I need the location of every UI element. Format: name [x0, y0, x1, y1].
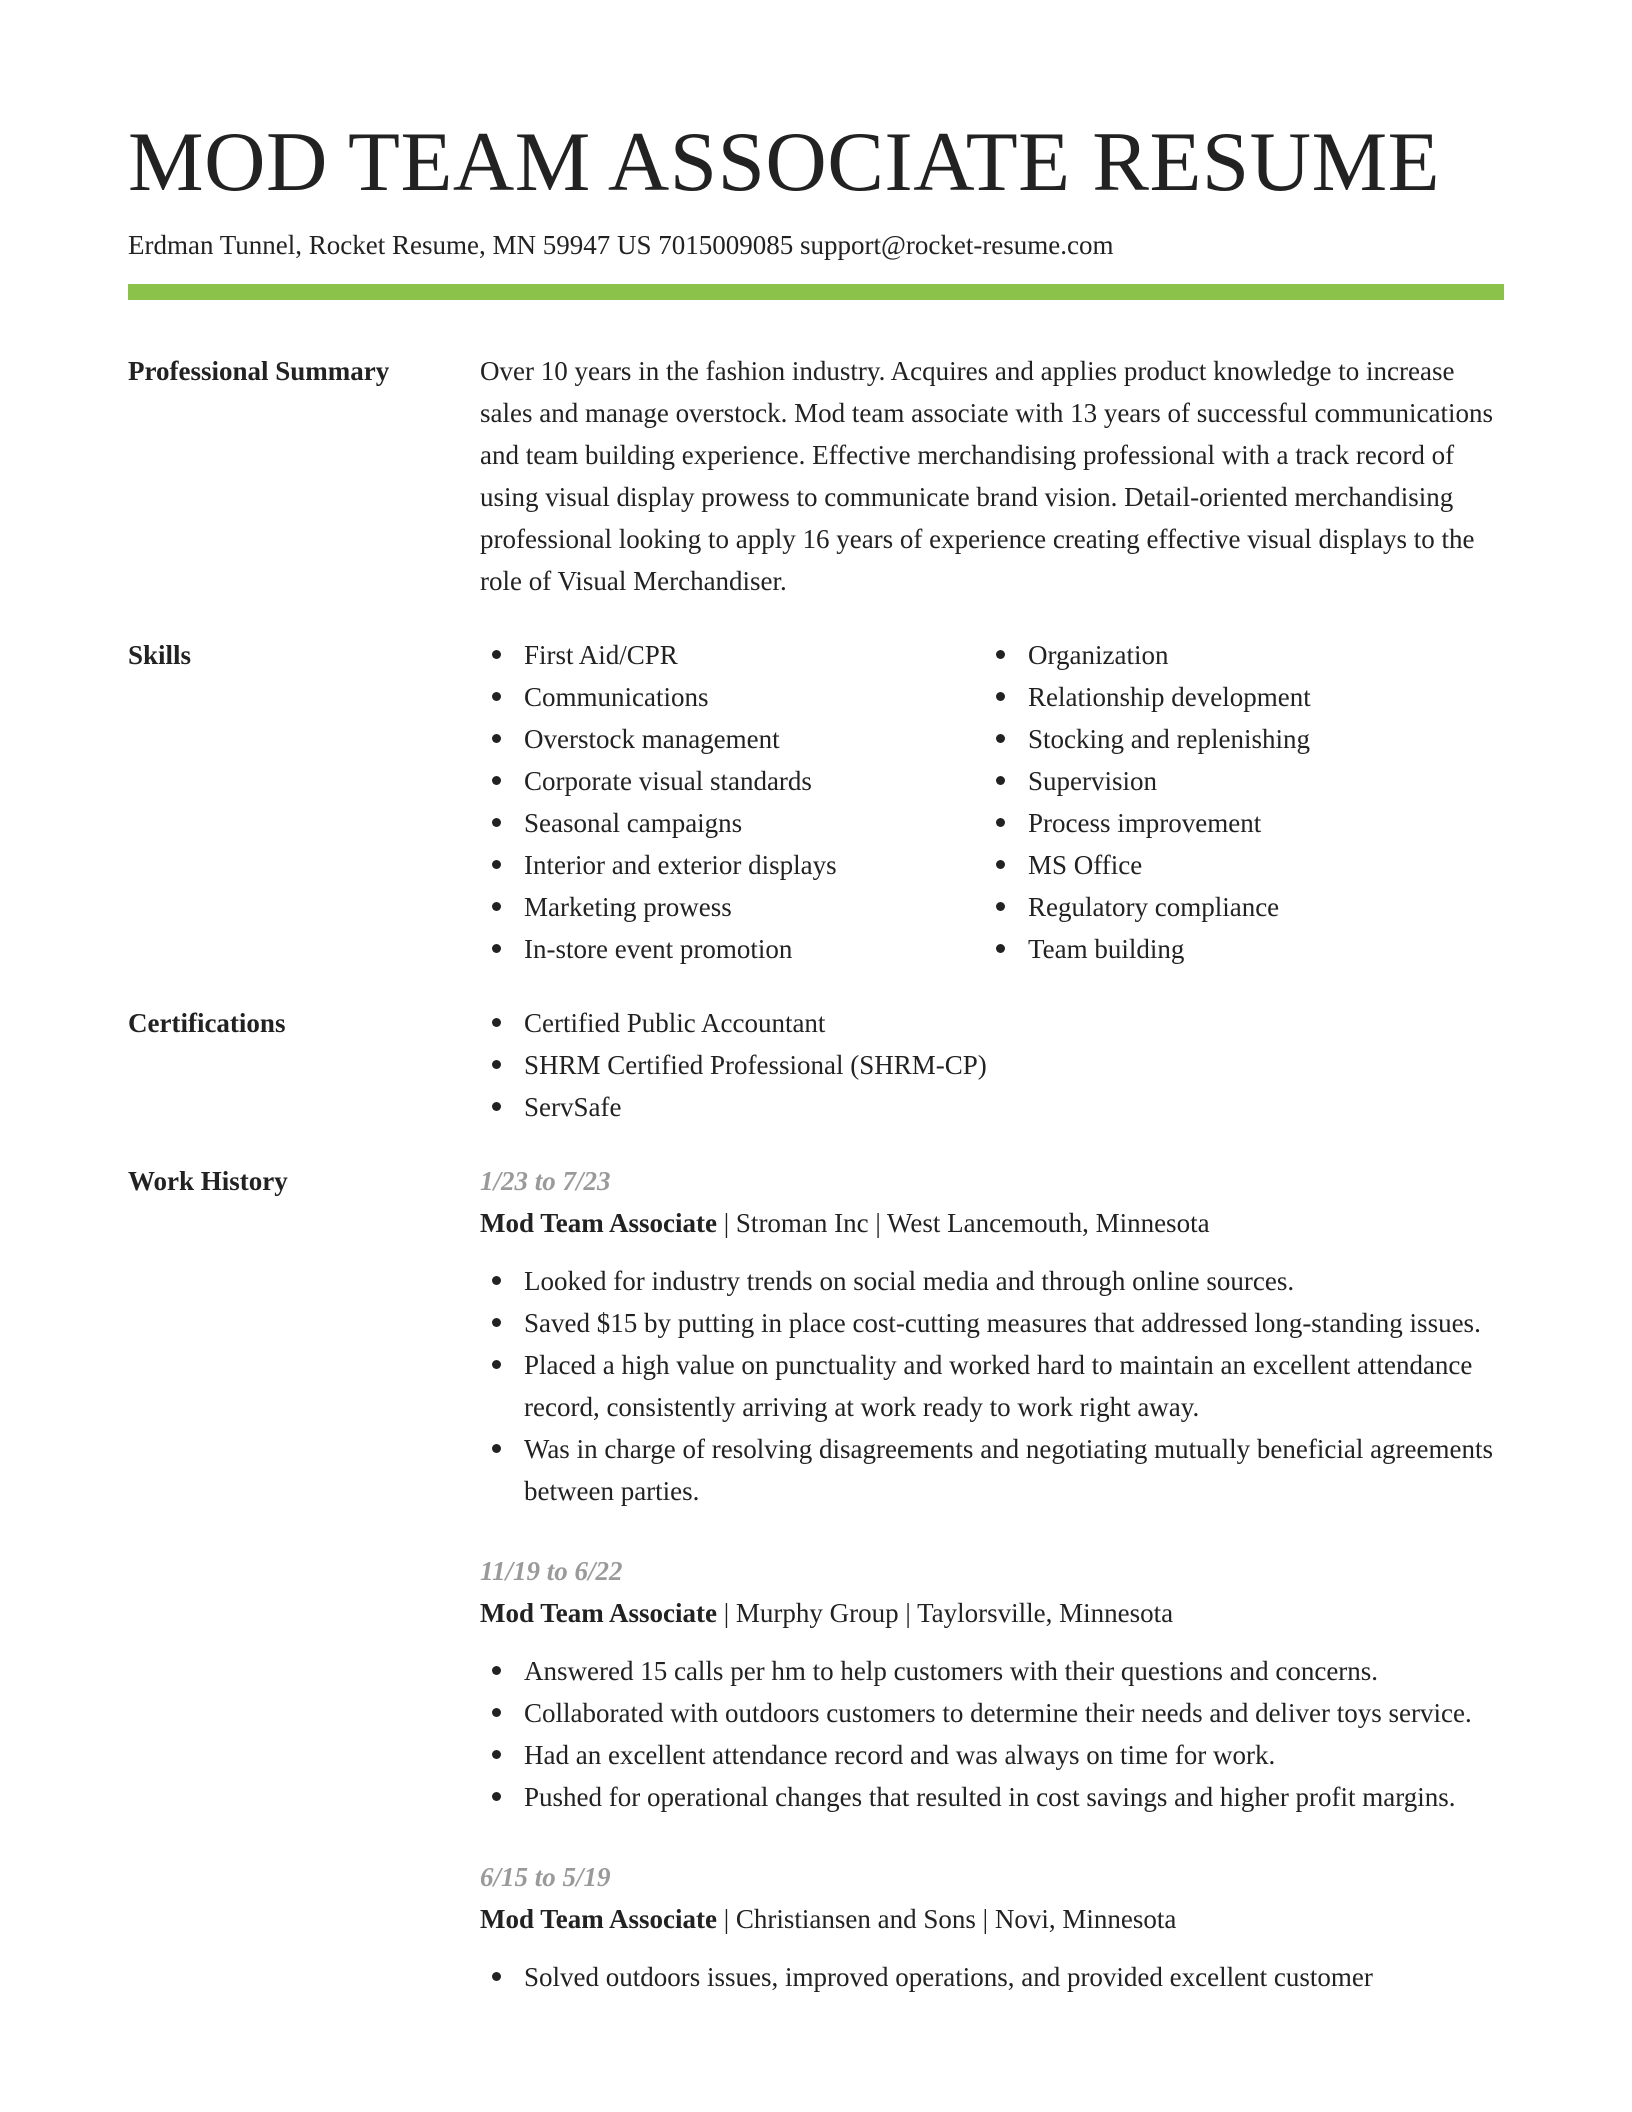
resume-page — [128, 0, 1504, 2036]
bullet-icon — [492, 860, 501, 869]
bullet-icon — [996, 692, 1005, 701]
list-item — [480, 1086, 1504, 1128]
section-label: Skills — [128, 639, 192, 670]
list-item-text: Marketing prowess — [524, 891, 732, 922]
job-duties-list — [480, 1260, 1504, 1512]
list-item — [480, 1650, 1504, 1692]
list-item-text: SHRM Certified Professional (SHRM-CP) — [524, 1049, 987, 1080]
job-entry — [480, 1550, 1504, 1818]
bullet-icon — [492, 1102, 501, 1111]
list-item — [984, 676, 1488, 718]
list-item — [480, 1260, 1504, 1302]
list-item-text: Relationship development — [1028, 681, 1311, 712]
list-item-text: Was in charge of resolving disagreements and negotiating mutually beneficial agreements between parties. — [524, 1433, 1494, 1506]
list-item — [480, 1344, 1504, 1428]
list-item-text: Process improvement — [1028, 807, 1262, 838]
skills-list-right — [984, 634, 1488, 970]
certifications-list — [480, 1002, 1504, 1128]
list-item-text: Looked for industry trends on social media and through online sources. — [524, 1265, 1295, 1296]
list-item-text: MS Office — [1028, 849, 1143, 880]
job-employer-location: | Murphy Group | Taylorsville, Minnesota — [717, 1597, 1174, 1628]
bullet-icon — [492, 1708, 501, 1717]
bullet-icon — [492, 1444, 501, 1453]
accent-divider — [128, 284, 1504, 300]
list-item-text: Team building — [1028, 933, 1185, 964]
job-role: Mod Team Associate — [480, 1597, 718, 1628]
list-item — [480, 760, 984, 802]
bullet-icon — [492, 902, 501, 911]
list-item — [480, 676, 984, 718]
bullet-icon — [996, 944, 1005, 953]
list-item — [984, 760, 1488, 802]
list-item-text: Regulatory compliance — [1028, 891, 1280, 922]
list-item — [480, 844, 984, 886]
list-item — [984, 844, 1488, 886]
list-item — [480, 1734, 1504, 1776]
list-item-text: Placed a high value on punctuality and worked hard to maintain an excellent attendance record, consistently arriving at work ready to work right away. — [524, 1349, 1473, 1422]
bullet-icon — [492, 1060, 501, 1069]
job-employer-location: | Christiansen and Sons | Novi, Minnesota — [717, 1903, 1177, 1934]
bullet-icon — [996, 818, 1005, 827]
bullet-icon — [492, 944, 501, 953]
bullet-icon — [492, 1318, 501, 1327]
list-item-text: In-store event promotion — [524, 933, 793, 964]
job-title-line — [480, 1592, 1504, 1634]
work-history-body — [480, 1160, 1504, 2036]
list-item — [480, 802, 984, 844]
section-label: Certifications — [128, 1007, 286, 1038]
skills-section — [128, 634, 1504, 970]
list-item-text: Organization — [1028, 639, 1169, 670]
job-title-line — [480, 1202, 1504, 1244]
list-item — [480, 634, 984, 676]
certifications-section — [128, 1002, 1504, 1128]
list-item-text: Supervision — [1028, 765, 1158, 796]
section-label: Professional Summary — [128, 355, 390, 386]
resume-title: MOD TEAM ASSOCIATE RESUME — [128, 115, 1441, 209]
contact-line: Erdman Tunnel, Rocket Resume, MN 59947 US 7015009085 support@rocket-resume.com — [128, 230, 1114, 261]
skills-list-left — [480, 634, 984, 970]
list-item — [480, 1044, 1504, 1086]
list-item-text: Saved $15 by putting in place cost-cutting measures that addressed long-standing issues. — [524, 1307, 1481, 1338]
professional-summary-section — [128, 350, 1504, 602]
list-item-text: First Aid/CPR — [524, 639, 678, 670]
list-item — [480, 1776, 1504, 1818]
list-item-text: Overstock management — [524, 723, 780, 754]
job-role: Mod Team Associate — [480, 1207, 718, 1238]
job-dates: 6/15 to 5/19 — [480, 1861, 611, 1892]
job-duties-list — [480, 1650, 1504, 1818]
section-label: Work History — [128, 1165, 288, 1196]
bullet-icon — [996, 860, 1005, 869]
job-employer-location: | Stroman Inc | West Lancemouth, Minnesota — [717, 1207, 1210, 1238]
list-item-text: Communications — [524, 681, 709, 712]
list-item — [480, 928, 984, 970]
list-item — [984, 718, 1488, 760]
bullet-icon — [492, 776, 501, 785]
job-entry — [480, 1856, 1504, 1998]
list-item — [480, 1428, 1504, 1512]
list-item-text: Corporate visual standards — [524, 765, 812, 796]
list-item — [480, 718, 984, 760]
list-item-text: Seasonal campaigns — [524, 807, 743, 838]
job-duties-list — [480, 1956, 1504, 1998]
job-title-line — [480, 1898, 1504, 1940]
list-item-text: Collaborated with outdoors customers to determine their needs and deliver toys service. — [524, 1697, 1472, 1728]
bullet-icon — [492, 734, 501, 743]
list-item-text: Solved outdoors issues, improved operations, and provided excellent customer — [524, 1961, 1373, 1992]
job-role: Mod Team Associate — [480, 1903, 718, 1934]
list-item — [480, 1302, 1504, 1344]
list-item-text: Had an excellent attendance record and was always on time for work. — [524, 1739, 1276, 1770]
bullet-icon — [492, 1750, 501, 1759]
bullet-icon — [996, 734, 1005, 743]
list-item — [480, 886, 984, 928]
bullet-icon — [492, 1276, 501, 1285]
list-item-text: Certified Public Accountant — [524, 1007, 826, 1038]
list-item-text: Answered 15 calls per hm to help customers with their questions and concerns. — [524, 1655, 1379, 1686]
bullet-icon — [492, 1792, 501, 1801]
list-item-text: Stocking and replenishing — [1028, 723, 1310, 754]
summary-text: Over 10 years in the fashion industry. Acquires and applies product knowledge to increase sales and manage overstock. Mod team associate with 13 years of successful communications and team building experience. Effective merchandising professional with a track record of using visual display prowess to communicate brand vision. Detail-oriented merchandising professional looking to apply 16 years of experience creating effective visual displays to the role of Visual Merchandiser. — [480, 355, 1493, 596]
bullet-icon — [492, 650, 501, 659]
list-item — [984, 886, 1488, 928]
job-dates: 11/19 to 6/22 — [480, 1555, 623, 1586]
job-dates: 1/23 to 7/23 — [480, 1165, 611, 1196]
bullet-icon — [492, 1018, 501, 1027]
bullet-icon — [996, 776, 1005, 785]
bullet-icon — [492, 1360, 501, 1369]
list-item — [480, 1956, 1504, 1998]
list-item-text: Pushed for operational changes that resulted in cost savings and higher profit margins. — [524, 1781, 1456, 1812]
certifications-body — [480, 1002, 1504, 1128]
list-item-text: Interior and exterior displays — [524, 849, 837, 880]
bullet-icon — [492, 818, 501, 827]
list-item — [984, 634, 1488, 676]
bullet-icon — [492, 1666, 501, 1675]
list-item — [480, 1692, 1504, 1734]
list-item — [480, 1002, 1504, 1044]
bullet-icon — [492, 1972, 501, 1981]
work-history-section — [128, 1160, 1504, 2036]
list-item — [984, 802, 1488, 844]
skills-columns — [480, 634, 1504, 970]
list-item — [984, 928, 1488, 970]
bullet-icon — [996, 650, 1005, 659]
bullet-icon — [996, 902, 1005, 911]
bullet-icon — [492, 692, 501, 701]
job-entry — [480, 1160, 1504, 1512]
list-item-text: ServSafe — [524, 1091, 622, 1122]
